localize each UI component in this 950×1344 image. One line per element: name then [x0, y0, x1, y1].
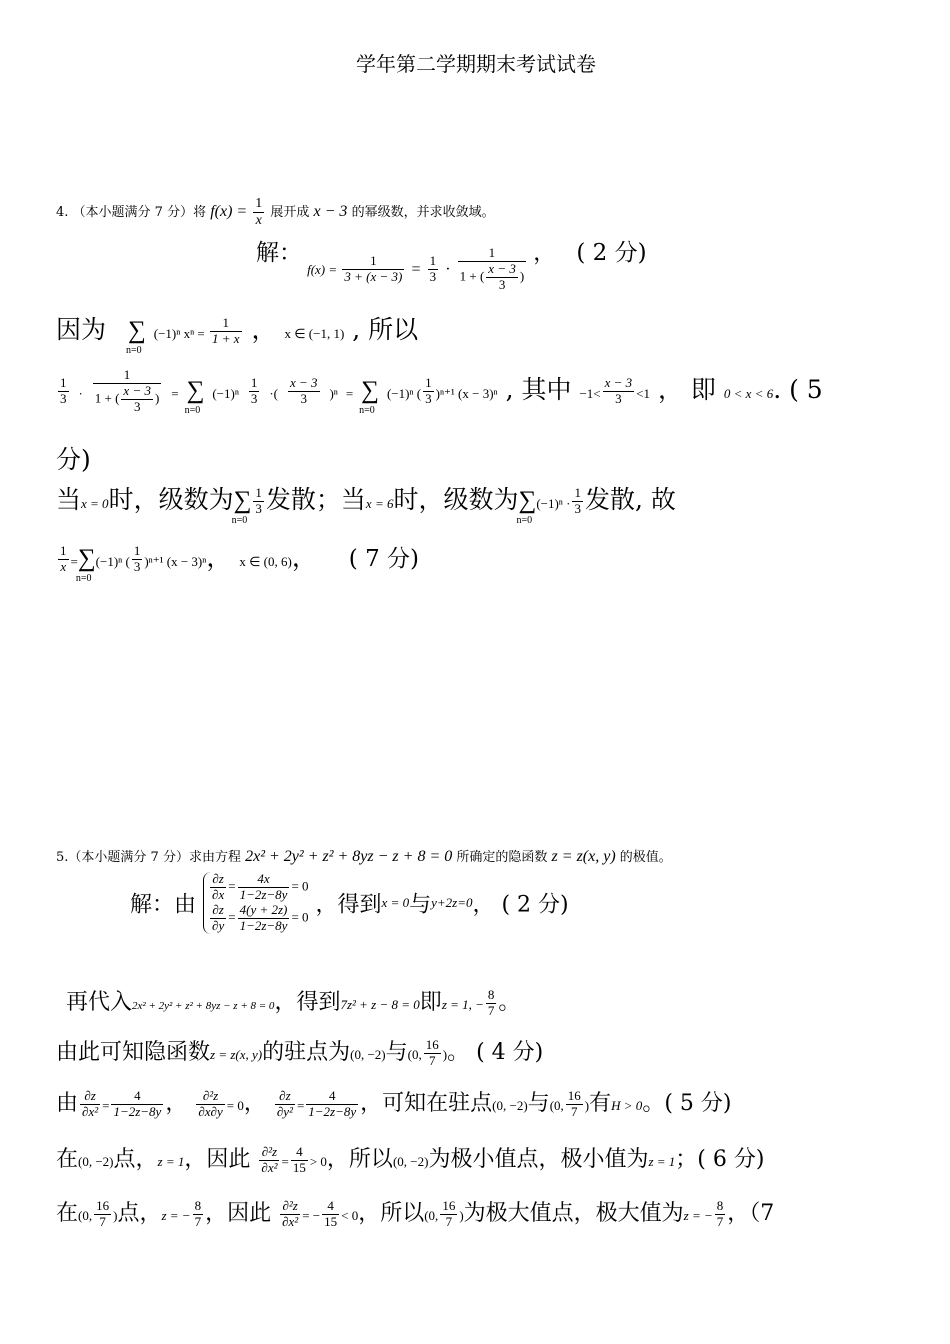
- q4-l3-sigma2: [359, 376, 379, 416]
- q4-score-5b: 分): [56, 445, 91, 474]
- q4-l6-frac2-den: 3: [133, 559, 141, 574]
- q4-l3-term1: (−1)ⁿ: [212, 385, 239, 401]
- q4-l3-ie: ， 即: [657, 374, 716, 404]
- q5-r5-pt1: (0, −2): [78, 1154, 114, 1169]
- q5-r5-frac2-num: 4: [291, 1145, 308, 1161]
- q4-l3-sigma1: [184, 376, 205, 416]
- q5-r2-sub: 再代入: [66, 990, 133, 1015]
- q5-eq-a-frac2-den: 1−2z−8y: [239, 886, 288, 902]
- q4-l5-when: 当: [56, 485, 82, 514]
- q5-r3-frac: [424, 1038, 441, 1069]
- q5-r4-frac1-den: ∂x²: [82, 1103, 99, 1119]
- q5-r6-frac4: [322, 1199, 339, 1230]
- q5-row2: [66, 985, 520, 1018]
- q5-stem: [56, 846, 672, 866]
- q4-stem-xm3: x − 3: [313, 203, 348, 221]
- q4-l1-comma: ，: [533, 241, 556, 266]
- q5-r4-frac6-num: 16: [567, 1087, 581, 1103]
- q5-row3: [56, 1035, 543, 1068]
- q5-r4-frac1-num: ∂z: [80, 1089, 100, 1105]
- q5-r4-frac6: [566, 1089, 583, 1120]
- q4-l3-frac-b-num: 1: [93, 368, 162, 384]
- q4-l5-sum2: ∑: [518, 487, 537, 514]
- q4-l5-div2: 发散, 故: [584, 485, 676, 514]
- q5-r4-eqzero: = 0: [226, 1098, 244, 1113]
- q5-r4-frac5-num: 4: [306, 1089, 358, 1105]
- q5-r5-z1: z = 1: [157, 1154, 185, 1169]
- q4-l5-sum2-sub: n=0: [516, 515, 533, 526]
- q5-r2-ie: 即: [419, 990, 442, 1015]
- q4-l2-sigma: [125, 317, 146, 356]
- q5-r5-min: 为极小值点，极小值为: [428, 1147, 649, 1172]
- q4-l6-comma2: ，: [291, 543, 317, 572]
- q5-eq-b-frac1-den: ∂y: [212, 917, 225, 933]
- q4-l2-sum-sub: n=0: [125, 345, 142, 356]
- q4-score-7: ( 7 分): [348, 546, 419, 572]
- q4-stem-a: 4. （本小题满分 7 分）将: [56, 205, 207, 221]
- q5-r6-frac2-num: 8: [194, 1197, 202, 1213]
- q4-l1-frac1-num: 1: [342, 254, 404, 270]
- q5-r6-frac3: [280, 1199, 300, 1230]
- q5-r4-frac4: [275, 1089, 295, 1120]
- q4-l3-frac-b-den: [93, 384, 162, 415]
- q5-eq-b-zero: = 0: [291, 909, 309, 925]
- q5-r5-pt1b: (0, −2): [392, 1154, 429, 1169]
- q5-eq-a-frac1: [210, 872, 226, 903]
- q5-eq-b-frac2-den: 1−2z−8y: [239, 917, 288, 933]
- q5-r4-comma2: ，: [243, 1091, 266, 1116]
- q4-stem-frac-den: x: [255, 213, 262, 229]
- q5-row5: 在(0, −2)点，z = 1，因此 $\frac{\text{∂²z}}{\text{∂x²}}$ = $\frac{4}{15}$ > 0，所以(0, −2)为极小值点，极小值为z = 1；( 6 分): [56, 1143, 765, 1175]
- q4-l3-frac-b-inner-num: x − 3: [123, 382, 151, 398]
- q4-l6-frac2-num: 1: [133, 543, 141, 559]
- q4-score-2: ( 2 分): [576, 240, 647, 266]
- q4-l6-frac1-num: 1: [60, 543, 67, 559]
- q4-l3-dot: ·: [78, 385, 83, 401]
- q4-l3-sum2-sub: n=0: [359, 404, 375, 416]
- q5-y2z: y+2z=0: [431, 894, 473, 910]
- q5-r6-max: 为极大值点，极大值为: [463, 1201, 684, 1226]
- q5-r4-have: 有: [589, 1091, 612, 1116]
- q5-get: ，得到: [315, 892, 382, 918]
- q4-l3-frac-d-den: 3: [300, 390, 307, 406]
- q5-r3-b: 的驻点为: [262, 1040, 351, 1065]
- q4-l3-frac-a-den: 3: [60, 390, 67, 406]
- q4-l3-term2a: (−1)ⁿ (: [386, 385, 422, 401]
- q5-and: 与: [409, 892, 432, 918]
- q4-l3-frac-b-inner-den: 3: [133, 398, 141, 414]
- q5-r3-frac-num: 16: [425, 1036, 439, 1052]
- q4-l1-frac3-den-d: ): [519, 268, 525, 284]
- q5-r6-lt0: < 0: [341, 1208, 359, 1223]
- q5-r6-frac6-den: 7: [716, 1213, 724, 1229]
- q5-eq-b-frac2: [238, 903, 290, 934]
- q5-eq-a: $\frac{\partial z}{\partial x}$ = $\frac{4x}{1-2z-8y}$ = 0: [212, 871, 309, 902]
- q5-eq-b-frac2-num: 4(y + 2z): [238, 903, 290, 919]
- q5-r6-hence: ，因此: [205, 1201, 272, 1226]
- q4-l2-sum: ∑: [127, 317, 146, 344]
- q5-r5-frac1-num: ∂²z: [259, 1145, 279, 1161]
- q4-sol-label: 解：: [256, 240, 302, 266]
- q4-l1-dot: ·: [445, 261, 451, 278]
- q5-eq-b-frac1: [210, 903, 226, 934]
- q4-l2-frac-den: 1 + x: [212, 331, 240, 346]
- q5-r4-frac3-num: ∂²z: [196, 1089, 224, 1105]
- q5-r4-hpos: H > 0: [611, 1098, 643, 1113]
- q4-solution-line5: [56, 480, 676, 526]
- q5-r5-gt0: > 0: [309, 1154, 327, 1169]
- q4-l1-frac1: [342, 254, 404, 285]
- q5-r4-frac4-num: ∂z: [275, 1089, 295, 1105]
- q4-l3-frac-a-num: 1: [60, 374, 67, 390]
- q4-l5-sum1: ∑: [233, 487, 252, 514]
- q5-r6-frac1: [94, 1199, 111, 1230]
- q5-r6-frac3-num: ∂²z: [280, 1199, 300, 1215]
- q5-eq-a-zero: = 0: [291, 878, 309, 894]
- q5-r2-frac: [486, 988, 497, 1019]
- q5-r6-frac2-den: 7: [194, 1213, 202, 1229]
- q4-l5-frac1: [253, 486, 264, 517]
- q4-l3-frac-c-num: 1: [250, 374, 258, 390]
- q4-l5-x6: x = 6: [365, 496, 394, 511]
- q4-l1-frac2-num: 1: [429, 253, 437, 269]
- q5-r5-hence: ，因此: [184, 1147, 251, 1172]
- q5-r5-frac1-den: ∂x²: [261, 1159, 278, 1175]
- q4-l3-frac-b: [93, 368, 162, 415]
- q5-sol-a: 解：由: [130, 892, 197, 918]
- q5-score-6: ；( 6 分): [675, 1147, 765, 1172]
- q4-l3-frac-d-num: x − 3: [289, 374, 318, 390]
- q4-l1-frac3: [458, 246, 527, 293]
- q4-l6-sigma: [75, 545, 96, 584]
- q4-l6-sum: ∑: [77, 545, 96, 572]
- q5-r6-frac6: [715, 1199, 726, 1230]
- q5-r6-zneg-b: z = −: [683, 1208, 713, 1223]
- q4-l1-frac1-den: 3 + (x − 3): [344, 269, 403, 284]
- q5-r3-pt2b: ): [442, 1047, 448, 1062]
- q5-r2-quad: 7z² + z − 8 = 0: [340, 997, 420, 1012]
- q4-l3-cond-frac-num: x − 3: [604, 374, 633, 390]
- q5-eq-b-frac1-num: ∂z: [210, 903, 226, 919]
- q5-stem-a: 5.（本小题满分 7 分）求由方程: [56, 850, 241, 865]
- q4-l6-comma: ，: [206, 543, 232, 572]
- q4-solution-line2: [56, 310, 419, 356]
- q5-r6-frac5-den: 7: [445, 1213, 453, 1229]
- q5-r6-so: ，所以: [358, 1201, 425, 1226]
- q5-r4-frac2: [111, 1089, 163, 1120]
- q4-l3-cond-b: <1: [636, 385, 651, 401]
- q5-r3-pt1: (0, −2): [350, 1047, 386, 1062]
- q4-l1-frac3-inner: [486, 262, 518, 293]
- q5-r6-frac6-num: 8: [716, 1197, 724, 1213]
- q5-eq-a-frac1-num: ∂z: [210, 872, 226, 888]
- q5-eq-a-frac2: [238, 872, 290, 903]
- q4-l5-t2: 时，级数为: [393, 485, 519, 514]
- q5-r6-frac1-num: 16: [96, 1197, 110, 1213]
- q4-l3-cond-a: −1<: [579, 385, 601, 401]
- q4-l6-frac2: [132, 544, 143, 575]
- q5-r4-frac1: [80, 1089, 100, 1120]
- q5-r4-frac2-num: 4: [111, 1089, 163, 1105]
- q5-r6-pt2a-b: (0,: [424, 1208, 439, 1223]
- q5-r6-pt: 点，: [117, 1201, 162, 1226]
- q5-stem-zfun: z = z(x, y): [551, 848, 616, 865]
- q5-r4-frac5-den: 1−2z−8y: [308, 1103, 357, 1119]
- q4-l1-frac3-den-a: 1 + (: [459, 268, 485, 284]
- page-title: 学年第二学期期末考试试卷: [356, 52, 596, 76]
- q5-r6-pt2a: (0,: [78, 1208, 93, 1223]
- q4-l3-sum1: ∑: [186, 376, 205, 404]
- q5-r6-pt2b-b: ): [459, 1208, 464, 1223]
- q4-l6-term-b: )ⁿ⁺¹ (x − 3)ⁿ: [144, 554, 207, 569]
- q4-l3-frac-e-num: 1: [425, 374, 432, 390]
- q5-r2-frac-den: 7: [487, 1002, 495, 1018]
- q4-l3-cond-frac: [603, 376, 635, 407]
- q4-l1-frac3-inner-den: 3: [498, 276, 506, 292]
- q4-solution-line3: [56, 368, 823, 415]
- q5-r6-eqneg: = −: [302, 1208, 321, 1223]
- q5-r2-frac-num: 8: [487, 986, 495, 1002]
- q5-r5-so: ，所以: [326, 1147, 393, 1172]
- q4-l6-term: (−1)ⁿ (: [95, 554, 130, 569]
- q4-l3-term2b: )ⁿ⁺¹ (x − 3)ⁿ: [435, 385, 498, 401]
- q5-solution-system: [130, 872, 569, 934]
- q4-l2-frac-num: 1: [210, 316, 242, 332]
- q5-r3-pt2a: (0,: [407, 1047, 422, 1062]
- q5-score-7: ，（7: [727, 1201, 775, 1226]
- q4-l5-t1: 时，级数为: [108, 485, 234, 514]
- q4-l3-eq1: =: [171, 385, 179, 401]
- q5-stem-c: 的极值。: [619, 850, 672, 865]
- q4-l3-frac-e-den: 3: [425, 390, 432, 406]
- q4-l3-frac-a: [58, 376, 69, 407]
- q4-l6-frac1-den: x: [60, 559, 67, 574]
- q4-solution-line1: [256, 234, 647, 293]
- q5-r6-frac4-num: 4: [322, 1199, 339, 1215]
- q4-l2-frac: [210, 316, 242, 347]
- q4-l6-domain: x ∈ (0, 6): [239, 554, 292, 569]
- q5-r3-zfun: z = z(x, y): [210, 1047, 263, 1062]
- q4-l3-term1b: ·(: [269, 385, 279, 401]
- q5-r3-and: 与: [385, 1040, 408, 1065]
- q5-stem-b: 所确定的隐函数: [456, 850, 548, 865]
- q4-stem-b: 展开成: [270, 205, 310, 221]
- q4-l5-sum1-sub: n=0: [231, 515, 248, 526]
- q4-l1-frac2: [428, 254, 439, 285]
- q5-r6-zneg: z = −: [161, 1208, 191, 1223]
- q5-row6: [56, 1196, 774, 1229]
- q4-l5-x0: x = 0: [81, 496, 109, 511]
- q5-r4-frac4-den: ∂y²: [276, 1103, 293, 1119]
- q5-r6-frac3-den: ∂x²: [282, 1213, 299, 1229]
- q5-r6-frac5: [440, 1199, 457, 1230]
- q5-r3-frac-den: 7: [428, 1052, 436, 1068]
- q5-r2-z: z = 1, −: [441, 997, 484, 1012]
- q4-l1-frac3-den: [458, 262, 527, 293]
- q5-r5-frac1: [259, 1145, 279, 1176]
- q5-r5-frac2: [291, 1145, 308, 1176]
- q5-r6-frac2: [193, 1199, 204, 1230]
- q4-l3-where: , 其中: [505, 374, 572, 404]
- q4-l2-domain: x ∈ (−1, 1): [284, 326, 345, 341]
- q4-l5-sigma1: [231, 487, 252, 526]
- q5-r4-pt1: (0, −2): [492, 1098, 528, 1113]
- q4-l1-eq: =: [411, 261, 421, 278]
- q5-r6-frac1-den: 7: [99, 1213, 106, 1229]
- q4-solution-line6: [56, 538, 419, 584]
- q4-l1-frac3-num: 1: [458, 246, 527, 262]
- q4-l5-sigma2: [516, 487, 537, 526]
- q5-system-brace: [203, 872, 309, 934]
- q5-eq-b: $\frac{\partial z}{\partial y}$ = $\frac{4(y + 2z)}{1-2z-8y}$ = 0: [212, 901, 309, 933]
- q4-l5-frac2: [572, 486, 583, 517]
- q4-l2-comma: ，: [251, 315, 277, 344]
- q4-l5-div: 发散；当: [265, 485, 366, 514]
- q4-l2-because: 因为: [56, 315, 107, 344]
- q4-l5-t3: (−1)ⁿ ·: [536, 496, 571, 511]
- q4-l3-frac-c-den: 3: [250, 390, 258, 406]
- q5-r4-know: ，可知在驻点: [360, 1091, 493, 1116]
- q5-r5-pt: 点，: [113, 1147, 158, 1172]
- q4-l5-frac2-den: 3: [574, 501, 581, 516]
- q5-r2-period: 。: [498, 990, 521, 1015]
- q4-l3-frac-c: [249, 376, 260, 407]
- q5-r4-frac5: [306, 1089, 358, 1120]
- q5-r4-frac3-den: ∂x∂y: [198, 1103, 223, 1119]
- q5-eq-a-frac1-den: ∂x: [212, 886, 225, 902]
- q4-stem-frac: [253, 196, 264, 229]
- q4-l6-sum-sub: n=0: [75, 573, 92, 584]
- q4-l1-frac2-den: 3: [429, 269, 437, 284]
- q5-eq-a-frac2-num: 4x: [238, 872, 290, 888]
- q5-row4: 由 $\frac{\partial z}{\text{∂x²}}$ = $\frac{4}{1-2z-8y}$ ， $\frac{\text{∂²z}}{\partial x\partial y}$ = 0， $\frac{\partial z}{\text{∂y²}}$ = $\frac{4}{1-2z-8y}$ ，可知在驻点(0, −2)与(0, $\frac{16}{7}$ )有H > 0。( 5 分): [56, 1087, 732, 1119]
- q5-r6-frac4-den: 15: [324, 1213, 338, 1229]
- q4-l3-sum2: ∑: [361, 376, 379, 404]
- q4-l1-lhs: f(x) =: [307, 262, 341, 277]
- q5-r6-pt2b: ): [113, 1208, 118, 1223]
- q4-l3-range: 0 < x < 6: [723, 385, 774, 401]
- q4-l3-frac-e: [423, 376, 434, 407]
- q4-l5-frac1-den: 3: [255, 501, 262, 516]
- q5-r4-pt2b: ): [584, 1098, 590, 1113]
- q5-r4-pt2a: (0,: [549, 1098, 564, 1113]
- q4-l1-frac3-inner-num: x − 3: [488, 261, 516, 277]
- q5-r5-at: 在: [56, 1147, 79, 1172]
- q4-l5-frac2-num: 1: [574, 485, 581, 501]
- q4-l2-term: (−1)ⁿ xⁿ =: [153, 326, 209, 341]
- q4-l3-frac-b-inner: [121, 384, 153, 415]
- q5-r4-frac3: [196, 1089, 224, 1120]
- q4-l6-frac1: [58, 544, 69, 575]
- q5-r4-comma1: ，: [165, 1091, 188, 1116]
- q4-l3-frac-b-den-a: 1 + (: [94, 390, 120, 406]
- q5-r6-frac5-num: 16: [442, 1197, 456, 1213]
- q5-r4-and: 与: [527, 1091, 550, 1116]
- q5-r6-at: 在: [56, 1201, 79, 1226]
- q5-r5-z1b: z = 1: [648, 1154, 676, 1169]
- q5-score-4: 。 ( 4 分): [447, 1040, 544, 1065]
- q4-l3-term1c: )ⁿ: [329, 385, 338, 401]
- q4-l2-so: , 所以: [352, 315, 419, 344]
- q5-score-2: ， ( 2 分): [472, 892, 569, 918]
- q4-fx: f(x) =: [210, 203, 252, 221]
- q4-l6-eq: =: [70, 554, 78, 569]
- q4-l3-eq2: =: [345, 385, 354, 401]
- q5-r2-eq: 2x² + 2y² + z² + 8yz − z + 8 = 0: [132, 1000, 275, 1012]
- q4-l3-frac-d: [288, 376, 320, 407]
- q5-x0: x = 0: [381, 894, 410, 910]
- q5-score-5: 。( 5 分): [642, 1091, 732, 1116]
- q5-r4-frac6-den: 7: [571, 1103, 578, 1119]
- q5-r3-a: 由此可知隐函数: [56, 1040, 211, 1065]
- q4-stem-frac-num: 1: [253, 196, 264, 213]
- q4-l3-cond-frac-den: 3: [615, 390, 622, 406]
- q5-r2-get: ，得到: [274, 990, 341, 1015]
- q5-r4-frac2-den: 1−2z−8y: [113, 1103, 162, 1119]
- q4-l5-frac1-num: 1: [255, 485, 262, 501]
- q4-l3-sum1-sub: n=0: [184, 404, 201, 416]
- q5-r4-by: 由: [56, 1091, 79, 1116]
- q4-l3-frac-b-den-d: ): [154, 390, 160, 406]
- q5-stem-eq: 2x² + 2y² + z² + 8yz − z + 8 = 0: [245, 848, 453, 865]
- q4-stem: [56, 196, 495, 229]
- q5-r5-frac2-den: 15: [292, 1159, 306, 1175]
- q4-score-5a: . ( 5: [773, 374, 823, 404]
- q4-stem-c: 的幂级数，并求收敛域。: [351, 205, 495, 221]
